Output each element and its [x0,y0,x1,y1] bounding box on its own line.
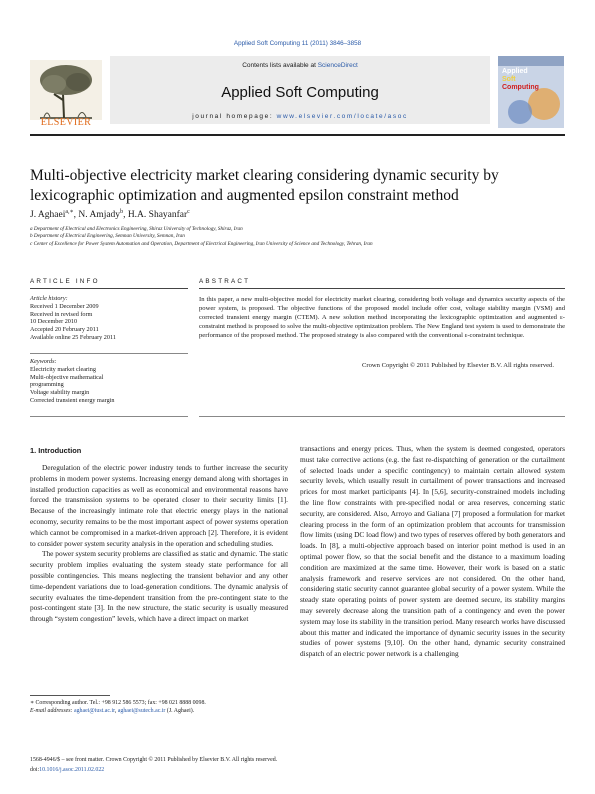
doi-line [30,767,104,773]
author-name[interactable]: N. Amjady [78,210,121,221]
sciencedirect-link[interactable]: ScienceDirect [317,62,358,69]
body-paragraph: transactions and energy prices. Thus, when the system is deemed congested, operators must take corrective actions (e.g. the fast re-dispatching of generation or the curtailment of selected loads under a specific contingency) to maintain certain allowed system security levels, which usually result in curtailment of power transactions and increased prices for most market participants [4]. In [5,6], security-constrained models including the line flow constraints with pre-specified nodal or area reserves, concerning static security, are considered. Also, Arroyo and Galiana [7] proposed a formulation for market clearing process in the form of an optimization problem that accounts for transmission flow limits (using DC load flow) and two types of reserves offered by both generators and loads. In [8], a multi-objective approach based on interior point method is used in an optimal power flow, so that the social benefit and the distance to a maximum loading condition are maximized at the same time. However, their work is based on a static analysis framework and reserve services are not considered. On the other hand, considering static security cannot guarantee global security of a power system. While the steady state operating points of power system are deemed secure, its stability margins may severely decrease along the transition path of a contingency and even the power system may lose its stability in the transition period. Many research works have discussed about this matter and indicated the importance of dynamic security issues in the security studies of power systems [9,10]. On the other hand, dynamic security constrained dispatch of an electric power network is a challenging [300,444,565,659]
article-title: Multi-objective electricity market clearing considering dynamic security by lexicographic optimization and augmented epsilon constraint method [30,167,499,204]
homepage-link[interactable]: www.elsevier.com/locate/asoc [276,113,408,120]
issn-copyright-line: 1568-4946/$ – see front matter. Crown Copyright © 2011 Published by Elsevier B.V. All rights reserved. [30,757,278,763]
history-item: Received in revised form [30,310,93,318]
history-label: Article history: [30,295,68,302]
email-label: E-mail addresses: [30,708,74,714]
cover-title-line-3: Computing [502,84,539,91]
info-bottom-rule [30,416,188,417]
abstract-text: In this paper, a new multi-objective model for electricity market clearing, considering both voltage and dynamics security aspects of the power system, is proposed. The objective functions of the proposed model include offer cost, voltage stability margin (VSM) and corrected transient energy margin (CTEM). A new solution method incorporating the lexicographic optimization and augmented ε-constraint method is proposed to solve the multi-objective optimization problem. The New England test system is used to demonstrate the performance of the proposed method. The proposed strategy is also compared with the conventional ε-constraint technique. [199,296,565,339]
abstract-heading: ABSTRACT [199,278,251,285]
elsevier-tree-logo [30,56,102,124]
history-item: Received 1 December 2009 [30,302,99,310]
affiliation: a Department of Electrical and Electronics Engineering, Shiraz University of Technology, Shiraz, Iran [30,226,243,232]
author-list: J. Aghaei$^{a,∗}$, N. Amjady$^b$, H.A. Shayanfar$^c$ [30,209,190,221]
corresponding-author-footnote [30,699,295,715]
doi-link[interactable]: 10.1016/j.asoc.2011.02.022 [39,767,105,773]
footnote-rule [30,695,110,696]
contents-line [110,62,490,69]
article-history [30,295,188,342]
author-marks[interactable]: b [120,209,124,215]
email-suffix: (J. Aghaei). [165,708,195,714]
body-paragraph: Deregulation of the electric power industry tends to further increase the security problems in modern power systems. Increasing energy demand along with shortages in installed production capacities as well as economical and environmental reasons have forced the transmission systems to be operated closer to their security limits [1]. Because of the increasingly intimate role that electric energy plays in the national economy, security remains to be the most important aspect of power systems operation which cannot be compromised in a market-driven approach [2]. Therefore, it is evident to consider power system security analysis in the operation and scheduling studies. [30,463,288,548]
affiliation: c Center of Excellence for Power System Automation and Operation, Department of Electrical Engineering, Iran University of Science and Technology, Tehran, Iran [30,240,373,247]
history-item: 10 December 2010 [30,318,78,326]
author-name[interactable]: H.A. Shayanfar [127,210,188,221]
email-link[interactable]: aghaei@iust.ac.ir [73,708,115,714]
footnote-contact: ∗ Corresponding author. Tel.: +98 912 586 5573; fax: +98 021 8888 0098. [30,700,206,706]
article-info-heading: ARTICLE INFO [30,278,100,285]
keyword: Voltage stability margin [30,389,90,397]
affiliation-list [30,226,565,248]
keywords-rule [30,353,188,354]
journal-title: Applied Soft Computing [221,84,379,101]
cover-title-line-1: Applied [502,68,528,75]
author-marks[interactable]: a,∗ [65,209,74,215]
abstract-rule [199,288,565,289]
keyword: Multi-objective mathematical [30,373,104,381]
header-rule [30,134,565,136]
journal-homepage-line [110,113,490,120]
keywords [30,358,188,405]
keywords-label: Keywords: [30,358,57,365]
doi-prefix: doi: [30,767,40,773]
body-column-right [300,444,565,660]
section-heading-introduction: 1. Introduction [30,446,82,455]
body-column-left [30,463,288,625]
cover-artwork [498,56,564,128]
keyword: Electricity market clearing [30,365,96,373]
homepage-label: journal homepage: [192,113,277,120]
abstract-copyright: Crown Copyright © 2011 Published by Elsevier B.V. All rights reserved. [361,362,554,369]
email-separator: , [114,708,118,714]
affiliation: b Department of Electrical Engineering, Semnan University, Semnan, Iran [30,233,185,240]
author-name[interactable]: J. Aghaei [30,210,66,221]
journal-cover-thumbnail[interactable] [498,56,564,128]
author-marks[interactable]: c [187,209,190,215]
email-link[interactable]: aghaei@sutech.ac.ir [117,708,166,714]
body-paragraph: The power system security problems are classified as static and dynamic. The static security problem implies evaluating the system steady state performance for all possible contingencies. This means neglecting the transient behavior and any other time-dependent variations due to load-generation conditions. The dynamic analysis of security evaluates the time-dependent transition from the pre-contingent state to the post-contingent state [3]. In the new structure, the static security is usually measured through “system congestion” levels, which have a direct impact on market [30,549,288,624]
abstract-bottom-rule [199,416,565,417]
footnote-emails [30,707,295,715]
contents-prefix: Contents lists available at [242,62,318,69]
cover-title-line-2: Soft [502,76,516,83]
journal-citation[interactable]: Applied Soft Computing 11 (2011) 3846–3858 [233,40,362,47]
keyword: Corrected transient energy margin [30,396,115,404]
history-item: Available online 25 February 2011 [30,333,116,341]
article-info-rule [30,288,188,289]
publisher-name: ELSEVIER [40,117,92,128]
history-item: Accepted 20 February 2011 [30,326,99,334]
keyword: programming [30,381,64,389]
